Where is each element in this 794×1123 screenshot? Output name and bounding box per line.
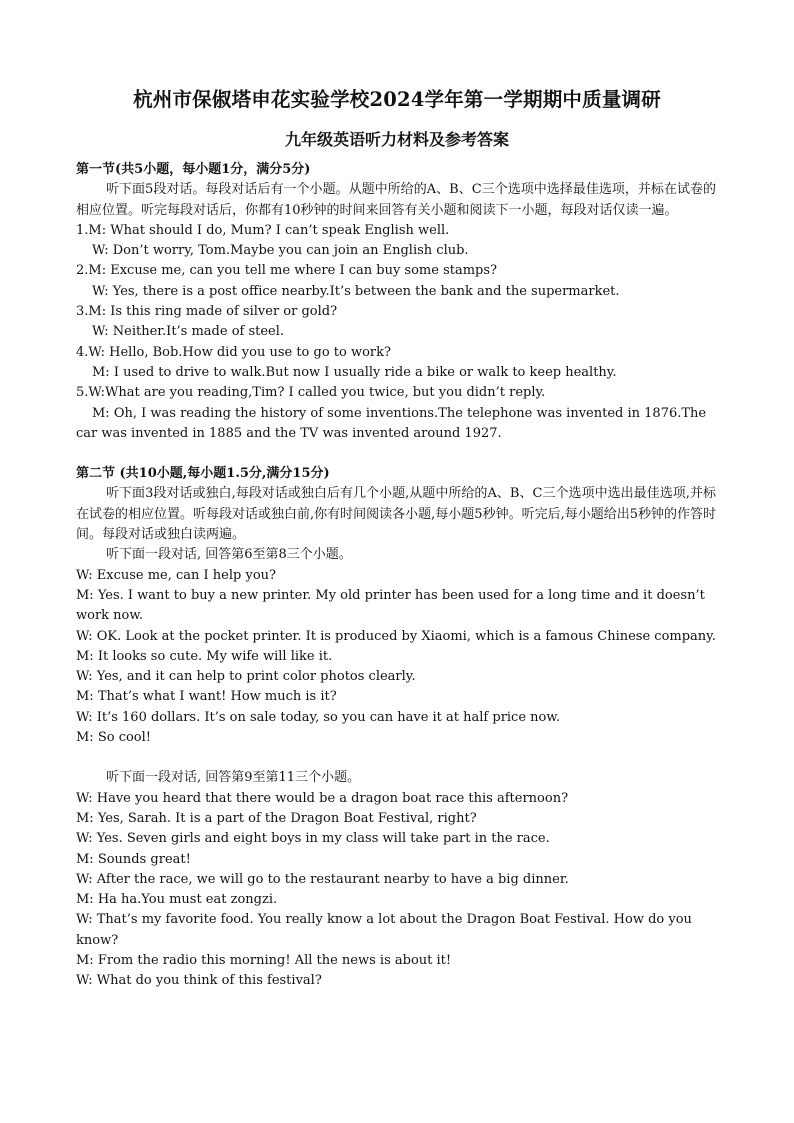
dialog-line: W: Yes. Seven girls and eight boys in my class will take part in the race.: [76, 831, 550, 847]
page-subtitle: 九年级英语听力材料及参考答案: [284, 130, 509, 149]
section-2-instructions: 听下面3段对话或独白,每段对话或独白后有几个小题,从题中所给的A、B、C三个选项中选出最佳选项,并标在试卷的相应位置。听每段对话或独白前,你有时间阅读各小题,每小题5秒钟。听完后,每小题给出5秒钟的作答时间。每段对话或独白读两遍。: [76, 486, 716, 543]
dialog-line: M: So cool!: [76, 730, 152, 746]
dialog-line: M: Yes. I want to buy a new printer. My old printer has been used for a long time and it doesn’t work now.: [76, 587, 705, 624]
dialog-line: 1.M: What should I do, Mum? I can’t speak English well.: [76, 222, 450, 238]
dialog-line: M: Yes, Sarah. It is a part of the Dragon Boat Festival, right?: [76, 810, 477, 826]
dialog-line: M: I used to drive to walk.But now I usually ride a bike or walk to keep healthy.: [92, 364, 617, 380]
dialog-line: W: Neither.It’s made of steel.: [92, 324, 285, 340]
dialog-line: W: Don’t worry, Tom.Maybe you can join an English club.: [92, 243, 469, 259]
dialog-line: 4.W: Hello, Bob.How did you use to go to work?: [76, 344, 391, 360]
dialog-line: W: It’s 160 dollars. It’s on sale today, so you can have it at half price now.: [76, 709, 561, 725]
dialog-line: W: That’s my favorite food. You really know a lot about the Dragon Boat Festival. How do you know?: [76, 912, 692, 948]
dialog-line: M: That’s what I want! How much is it?: [76, 689, 337, 705]
dialog-line: W: Yes, and it can help to print color photos clearly.: [76, 669, 416, 685]
dialog-line: 2.M: Excuse me, can you tell me where I can buy some stamps?: [76, 263, 498, 279]
document-body: [76, 160, 716, 992]
dialog-line: 3.M: Is this ring made of silver or gold?: [76, 304, 338, 320]
dialog-line: W: Have you heard that there would be a dragon boat race this afternoon?: [76, 790, 569, 806]
dialog-line: W: After the race, we will go to the restaurant nearby to have a big dinner.: [76, 871, 569, 887]
dialog-line: W: OK. Look at the pocket printer. It is produced by Xiaomi, which is a famous Chinese company.: [76, 628, 716, 644]
dialog-1-intro: 听下面一段对话, 回答第6至第8三个小题。: [106, 547, 352, 563]
section-1-heading: 第一节(共5小题，每小题1分，满分5分): [76, 162, 311, 177]
dialog-line: 5.W:What are you reading,Tim? I called you twice, but you didn’t reply.: [76, 385, 546, 401]
dialog-2-intro: 听下面一段对话, 回答第9至第11三个小题。: [106, 770, 361, 786]
dialog-line: M: It looks so cute. My wife will like it.: [76, 648, 333, 664]
section-2-heading: 第二节 (共10小题,每小题1.5分,满分15分): [76, 466, 330, 482]
section-1-instructions: 听下面5段对话。每段对话后有一个小题。从题中所给的A、B、C三个选项中选择最佳选项，并标在试卷的相应位置。听完每段对话后，你都有10秒钟的时间来回答有关小题和阅读下一小题，每段对话仅读一遍。: [76, 182, 716, 218]
dialog-line: W: What do you think of this festival?: [76, 973, 322, 989]
dialog-line: M: Oh, I was reading the history of some inventions.The telephone was invented in 1876.The car was invented in 1885 and the TV was invented around 1927.: [76, 405, 707, 441]
dialog-line: M: Sounds great!: [76, 851, 191, 867]
dialog-line: M: Ha ha.You must eat zongzi.: [76, 892, 278, 908]
dialog-line: M: From the radio this morning! All the news is about it!: [76, 952, 452, 968]
dialog-line: W: Yes, there is a post office nearby.It’s between the bank and the supermarket.: [92, 283, 620, 299]
page-title: 杭州市保俶塔申花实验学校2024学年第一学期期中质量调研: [133, 88, 661, 111]
dialog-line: W: Excuse me, can I help you?: [76, 567, 276, 583]
